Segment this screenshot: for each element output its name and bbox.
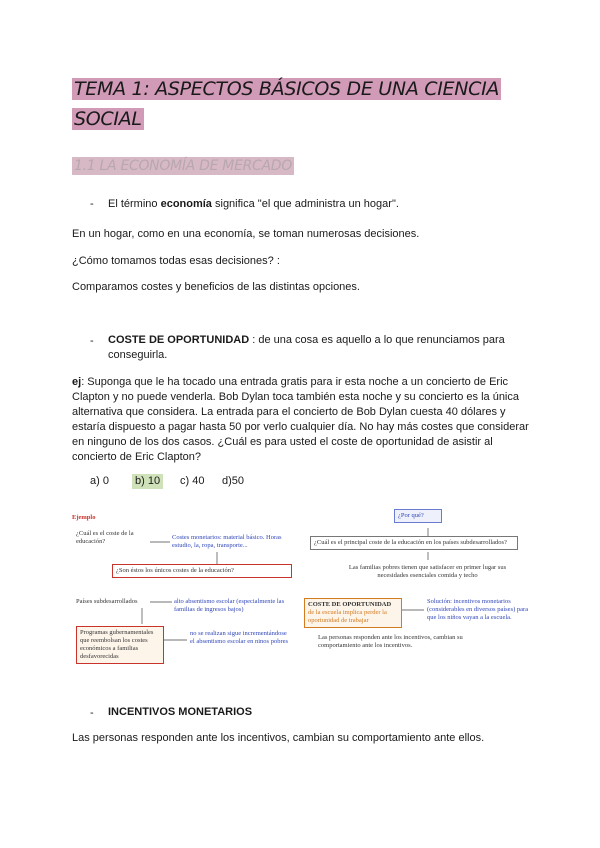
diagram-people-respond: Las personas responden ante los incentivos, cambian su comportamiento ante los incentivos. (318, 634, 463, 649)
diagram-opportunity-cost-text: de la escuela implica perder la oportunidad de trabajar (308, 609, 387, 624)
diagram-opportunity-cost-box (304, 598, 402, 628)
title-line-1: TEMA 1: ASPECTOS BÁSICOS DE UNA CIENCIA (74, 78, 500, 100)
paragraph: Comparamos costes y beneficios de las distintas opciones. (72, 281, 360, 293)
diagram-por-que: ¿Por qué? (394, 509, 442, 523)
option-d: d)50 (222, 475, 245, 487)
section-heading: 1.1 LA ECONOMÍA DE MERCADO (74, 158, 292, 174)
diagram-government-programs: Programas gubernamentales que reembolsan los costes económicos a familias desfavorecidas (76, 626, 164, 664)
diagram-absenteeism: alto absentismo escolar (especialmente las familias de ingresos bajos) (174, 598, 285, 613)
diagram-opportunity-cost-title: COSTE DE OPORTUNIDAD (308, 601, 392, 608)
option-c: c) 40 (180, 475, 205, 487)
paragraph: Las personas responden ante los incentivos, cambian su comportamiento ante ellos. (72, 732, 485, 744)
diagram-solution: Solución: incentivos monetarios (considerables en diversos países) para que los niños vayan a la escuela. (427, 598, 529, 621)
bullet-coste-oportunidad: COSTE DE OPORTUNIDAD : de una cosa es aquello a lo que renunciamos para conseguirla. (108, 334, 505, 361)
title-line-2: SOCIAL (74, 108, 142, 130)
bullet-dash: - (90, 198, 94, 210)
diagram-question-principal-cost: ¿Cuál es el principal coste de la educación en los países subdesarrollados? (310, 536, 518, 550)
diagram-developing-countries: Países subdesarrollados (76, 598, 138, 605)
example-paragraph: ej: Suponga que le ha tocado una entrada gratis para ir esta noche a un concierto de Eric Clapton y no puede venderla. Bob Dylan toca también esta noche y su concierto es la única alternativa que considera. La entrada para el concierto de Bob Dylan cuesta 40 dólares y estaría dispuesto a pagar hasta 50 por verlo cualquier día. No hay más costes que considerar en ninguno de los dos casos. ¿Cuál es para usted el coste de oportunidad de asistir al concierto de Eric Clapton? (72, 376, 529, 463)
diagram-question-only-costs: ¿Son éstos los únicos costes de la educación? (112, 564, 292, 578)
diagram-monetary-costs: Costes monetarios: material básico. Horas estudio, la, ropa, transporte... (172, 534, 282, 549)
bullet-dash: - (90, 335, 94, 347)
bullet-incentivos: INCENTIVOS MONETARIOS (108, 706, 253, 718)
diagram-no-realizan: no se realizan sigue incrementándose el absentismo escolar en ninos pobres (190, 630, 289, 645)
diagram-poor-families: Las familias pobres tienen que satisfacer en primer lugar sus necesidades esenciales comida y techo (348, 564, 507, 579)
diagram-question-cost: ¿Cuál es el coste de la educación? (76, 530, 134, 545)
paragraph: ¿Cómo tomamos todas esas decisiones? : (72, 255, 280, 267)
page-title (72, 74, 542, 134)
education-cost-diagram (72, 506, 532, 668)
option-b-highlighted: b) 10 (132, 474, 163, 489)
bullet-economia: El término economía significa "el que administra un hogar". (108, 198, 399, 210)
diagram-label-ejemplo: Ejemplo (72, 514, 96, 521)
bullet-dash: - (90, 707, 94, 719)
paragraph: En un hogar, como en una economía, se toman numerosas decisiones. (72, 228, 420, 240)
option-a: a) 0 (90, 475, 109, 487)
